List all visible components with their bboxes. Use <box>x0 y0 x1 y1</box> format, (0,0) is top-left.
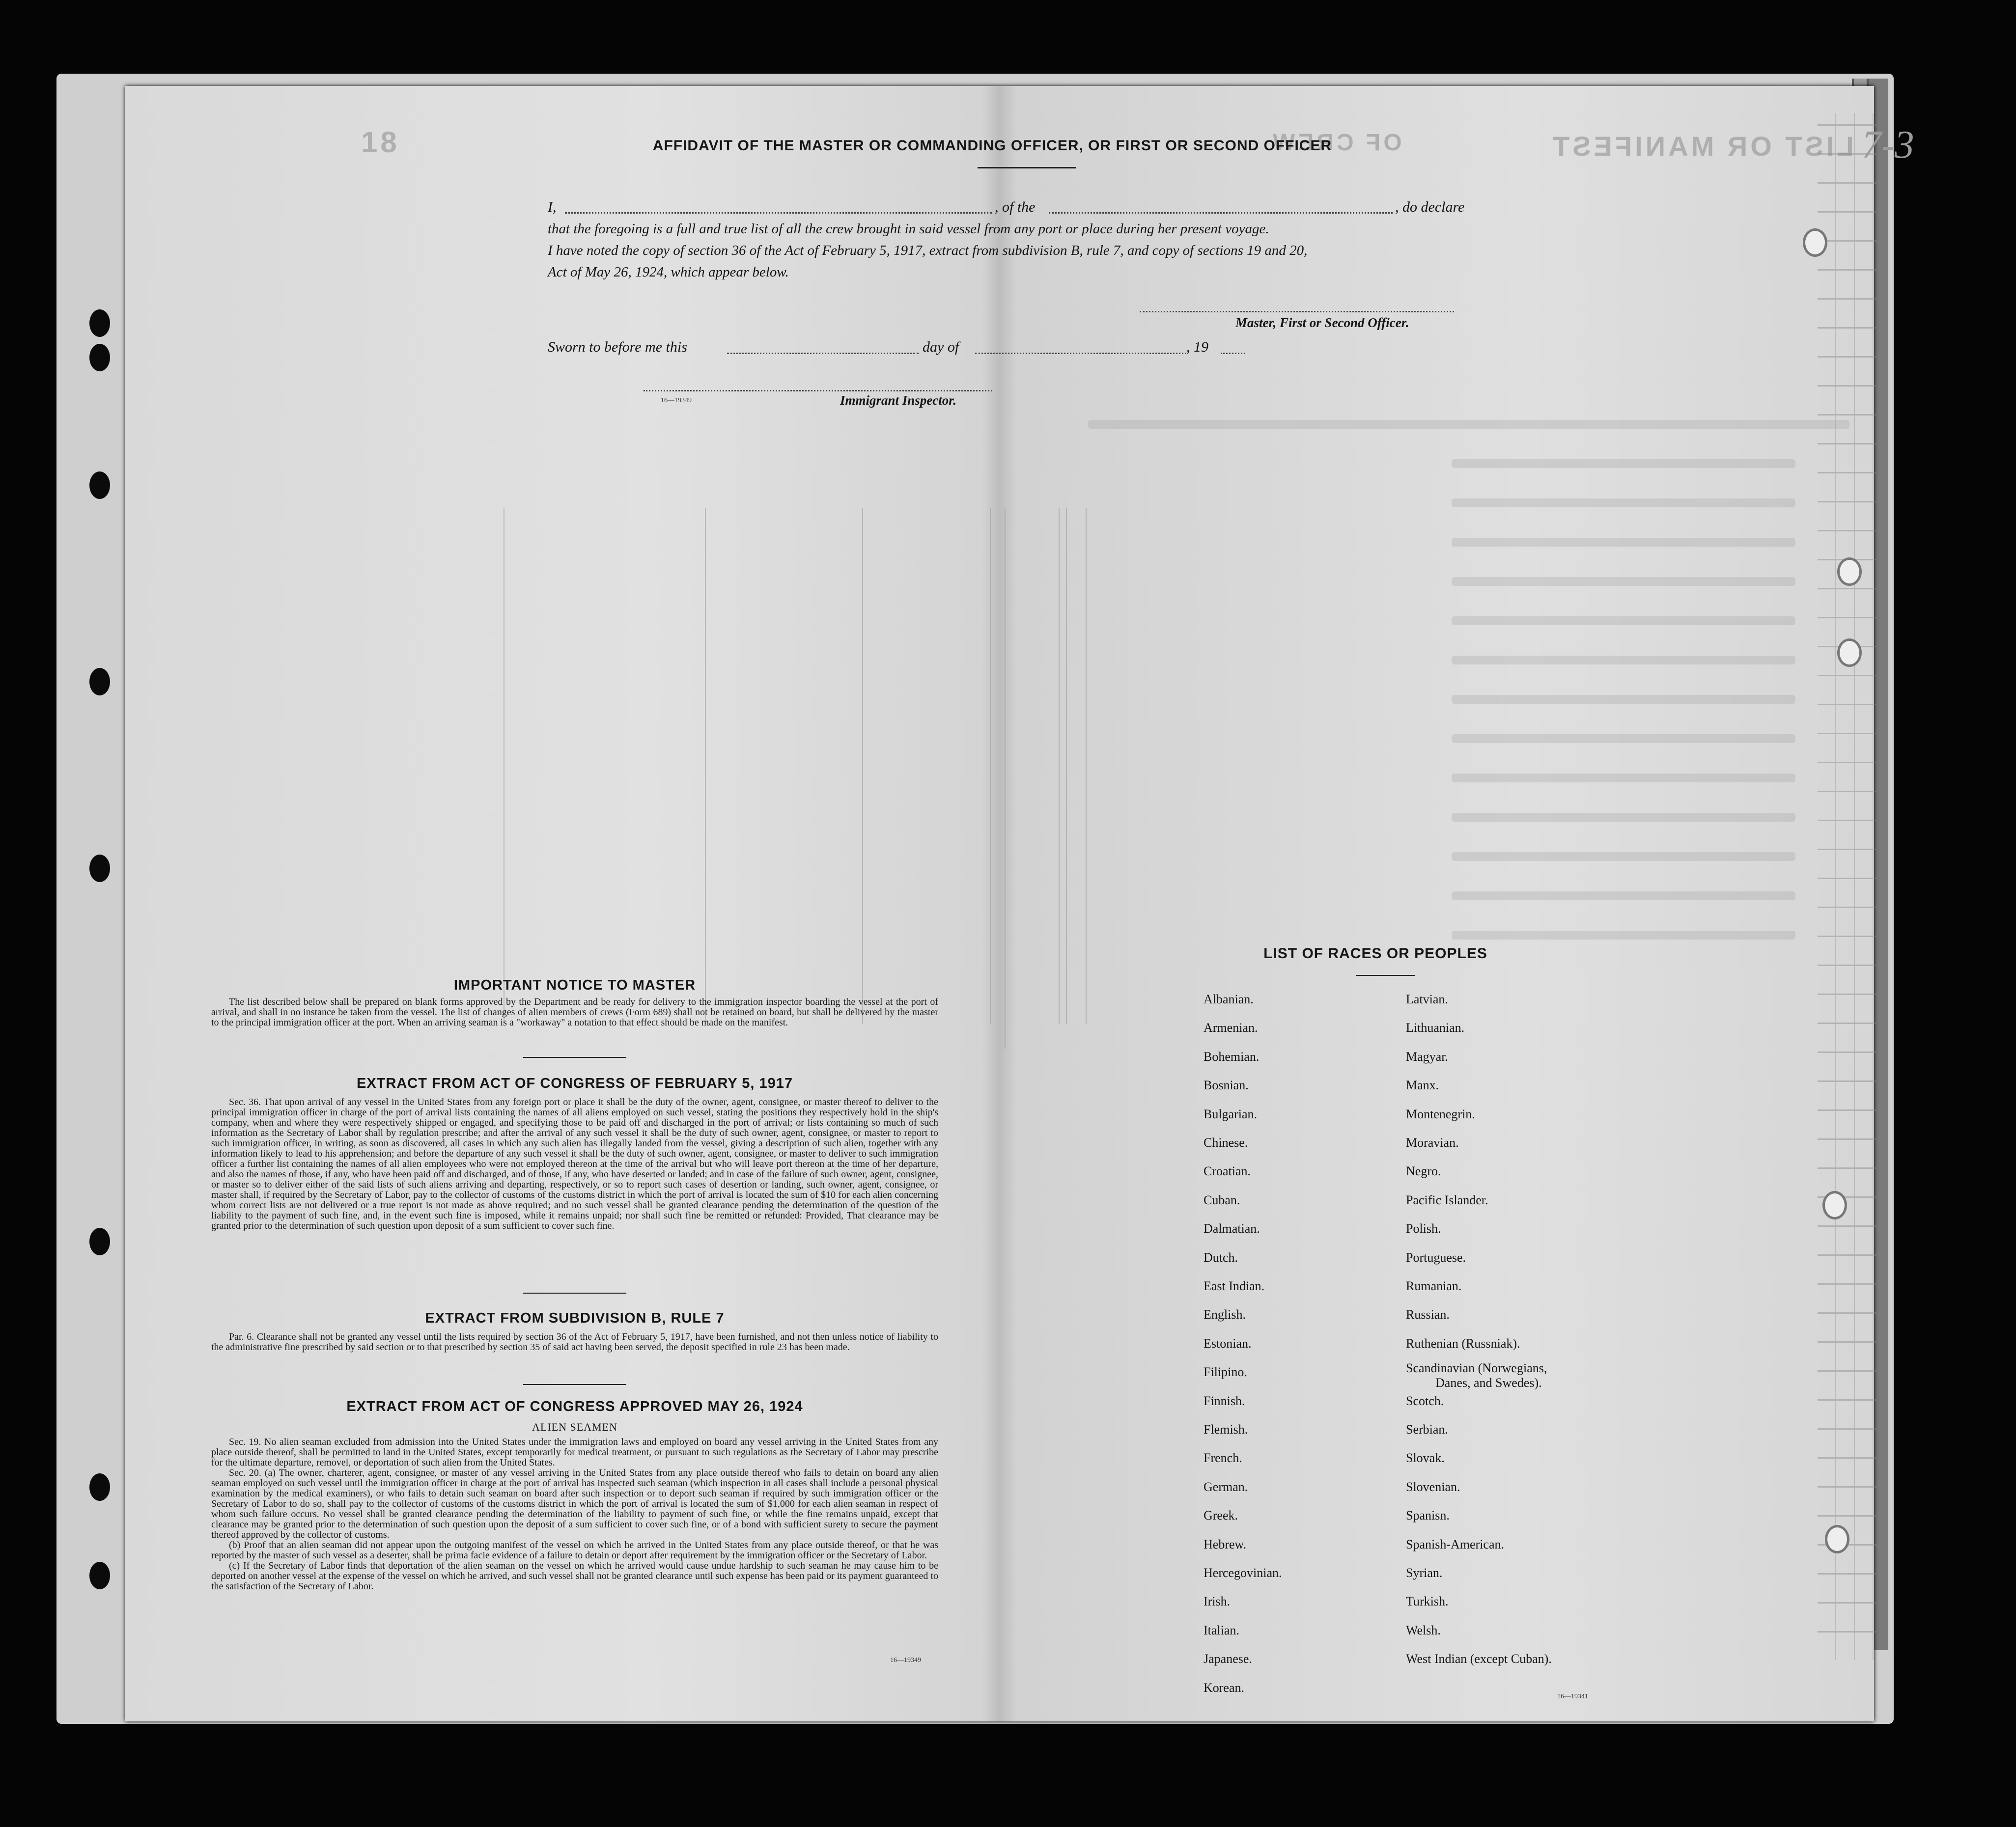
race-item: Cuban. <box>1204 1192 1240 1207</box>
race-item: Chinese. <box>1204 1135 1248 1150</box>
bleed-through-row <box>1452 734 1795 743</box>
race-item: Bulgarian. <box>1204 1107 1258 1121</box>
bleed-through-text: LIST OR MANIFEST <box>1550 131 1854 162</box>
race-item: German. <box>1204 1479 1248 1494</box>
bleed-through-rule <box>705 508 706 1024</box>
form-number: 16—19349 <box>890 1657 921 1664</box>
affidavit-line1-prefix: I, <box>548 199 557 215</box>
bleed-through-rule <box>1005 508 1006 1049</box>
inspector-caption: Immigrant Inspector. <box>840 393 957 408</box>
sec20b-paragraph: (b) Proof that an alien seaman did not appear upon the outgoing manifest of the vessel on which he arrived in the United States from any place outside thereof, or that he was reported by the master of such vessel as a deserter, shall be prima facie evidence of a failure to detain or deport after requirement by the immigration officer or the Secretary of Labor. <box>211 1540 938 1561</box>
binding-hole <box>89 855 110 882</box>
inspector-signature-field[interactable] <box>644 390 992 391</box>
binding-hole <box>89 668 110 695</box>
race-item: Finnish. <box>1204 1393 1245 1408</box>
bleed-through-rule <box>990 508 991 1024</box>
bleed-through-text: 18 <box>361 126 400 159</box>
race-item: Slovenian. <box>1406 1479 1460 1494</box>
binder-ring <box>1837 638 1862 667</box>
race-item: English. <box>1204 1307 1246 1322</box>
race-item: Flemish. <box>1204 1422 1248 1437</box>
binder-ring <box>1837 557 1862 586</box>
master-caption: Master, First or Second Officer. <box>1235 315 1409 330</box>
bleed-through-row <box>1452 538 1795 547</box>
race-item: West Indian (except Cuban). <box>1406 1652 1552 1666</box>
race-item: Serbian. <box>1406 1422 1448 1437</box>
race-item: Spanish-American. <box>1406 1537 1505 1551</box>
binding-hole <box>89 344 110 371</box>
binding-hole <box>89 471 110 499</box>
notice-text <box>211 997 938 1028</box>
race-item: Lithuanian. <box>1406 1021 1465 1035</box>
affidavit-line1-mid: , of the <box>995 199 1036 215</box>
rule7-text <box>211 1332 938 1353</box>
race-item: Negro. <box>1406 1164 1441 1179</box>
sworn-prefix: Sworn to before me this <box>548 339 687 355</box>
bleed-through-row <box>1452 931 1795 940</box>
affidavit-line4: Act of May 26, 1924, which appear below. <box>548 264 789 280</box>
race-item: Pacific Islander. <box>1406 1192 1488 1207</box>
binding-hole <box>89 309 110 337</box>
affidavit-line1-end: , do declare <box>1395 199 1465 215</box>
race-item: Dalmatian. <box>1204 1221 1260 1236</box>
bleed-through-rule <box>1086 508 1087 1024</box>
race-item: Syrian. <box>1406 1566 1443 1580</box>
races-title: LIST OF RACES OR PEOPLES <box>1263 945 1487 962</box>
bleed-through-row <box>1452 656 1795 664</box>
affidavit-line2: that the foregoing is a full and true list of all the crew brought in said vessel from any port or place during her present voyage. <box>548 221 1269 237</box>
race-item: Greek. <box>1204 1508 1238 1523</box>
race-item: Japanese. <box>1204 1652 1252 1666</box>
race-item: Polish. <box>1406 1221 1441 1236</box>
race-item: Spanisn. <box>1406 1508 1450 1523</box>
race-item: Italian. <box>1204 1623 1239 1637</box>
notice-title: IMPORTANT NOTICE TO MASTER <box>453 977 696 993</box>
extract-1924-text <box>211 1437 938 1592</box>
extract-1917-text <box>211 1097 938 1231</box>
bleed-through-rule <box>862 508 863 1024</box>
race-item: Hebrew. <box>1204 1537 1247 1551</box>
bleed-through-rule <box>1059 508 1060 1024</box>
ledger-grid-strip <box>1818 113 1876 1660</box>
bleed-through-rule <box>1066 508 1067 1024</box>
race-item: Estonian. <box>1204 1336 1252 1351</box>
sworn-year-field[interactable] <box>1221 353 1245 354</box>
affidavit-line3: I have noted the copy of section 36 of the Act of February 5, 1917, extract from subdivision B, rule 7, and copy of sections 19 and 20, <box>548 243 1308 258</box>
race-item: Bosnian. <box>1204 1078 1249 1093</box>
bleed-through-row <box>1452 813 1795 822</box>
margin-note: 7-3 <box>1862 123 1914 166</box>
race-item: Slovak. <box>1406 1451 1445 1466</box>
race-item: Rumanian. <box>1406 1279 1462 1293</box>
extract-1917-paragraph: Sec. 36. That upon arrival of any vessel in the United States from any foreign port or place it shall be the duty of the owner, agent, consignee, or master thereof to deliver to the principal immigration officer in charge of the port of arrival lists containing the names of all aliens employed on such vessel, stating the positions they respectively hold in the ship's company, when and where they were respectively shipped or engaged, and specifying those to be paid off and discharged in the port of arrival; or lists containing so much of such information as the Secretary of Labor shall by regulation prescribe; and after the arrival of any such vessel it shall be the duty of such owner, agent, consignee, or master to report to such immigration officer, in writing, as soon as discovered, all cases in which any such alien has illegally landed from the vessel, giving a description of such alien, together with any information likely to lead to his apprehension; and before the departure of any such vessel it shall be the duty of such owner, agent, consignee, or master to deliver to such immigration officer a further list containing the names of all alien employees who were not employed thereon at the time of the arrival but who will leave port thereon at the time of her departure, and also the names of those, if any, who have been paid off and discharged, and of those, if any, who have deserted or landed; and in case of the failure of such owner, agent, consignee, or master so to deliver either of the said lists of such aliens arriving and departing, respectively, or so to report such cases of desertion or landing, such owner, agent, consignee, or master shall, if required by the Secretary of Labor, pay to the collector of customs of the customs district in which the port of arrival is located the sum of $10 for each alien concerning whom correct lists are not delivered or a true report is not made as above required; and no such vessel shall be granted clearance pending the determination of the question of the liability to the payment of such fine, and, in the event such fine is imposed, while it remains unpaid; nor shall such fine be remitted or refunded: Provided, That clearance may be granted prior to the determination of such question upon deposit of a sum sufficient to cover such fine. <box>211 1097 938 1231</box>
extract-1924-title: EXTRACT FROM ACT OF CONGRESS APPROVED MAY 26, 1924 <box>346 1399 803 1414</box>
race-item: Croatian. <box>1204 1164 1251 1179</box>
race-item: French. <box>1204 1451 1242 1466</box>
bleed-through-row <box>1452 852 1795 861</box>
race-item: Irish. <box>1204 1594 1231 1609</box>
bleed-through-row <box>1452 577 1795 586</box>
extract-1917-title: EXTRACT FROM ACT OF CONGRESS OF FEBRUARY 5, 1917 <box>356 1076 793 1091</box>
title-underline <box>978 167 1076 168</box>
race-item: Magyar. <box>1406 1049 1448 1064</box>
affidavit-title: AFFIDAVIT OF THE MASTER OR COMMANDING OFFICER, OR FIRST OR SECOND OFFICER <box>652 138 1332 154</box>
bleed-through-text: OF CREW <box>1270 130 1402 156</box>
master-signature-field[interactable] <box>1140 311 1454 312</box>
race-item: Montenegrin. <box>1406 1107 1475 1121</box>
alien-seamen-subtitle: ALIEN SEAMEN <box>532 1421 617 1433</box>
sworn-day-label: day of <box>923 339 959 355</box>
race-item: Albanian. <box>1204 992 1254 1006</box>
sworn-day-field[interactable] <box>727 353 919 354</box>
sworn-year-label: , 19 <box>1186 339 1208 355</box>
section-divider <box>523 1057 626 1058</box>
race-item: Scandinavian (Norwegians, <box>1406 1361 1547 1376</box>
race-item: Bohemian. <box>1204 1049 1260 1064</box>
race-item: Latvian. <box>1406 992 1448 1006</box>
race-item: Moravian. <box>1406 1135 1459 1150</box>
rule7-paragraph: Par. 6. Clearance shall not be granted any vessel until the lists required by section 36 of the Act of February 5, 1917, have been furnished, and not then unless notice of liability to the administrative fine prescribed by said section or to that prescribed by section 35 of said act having been served, the deposit specified in rule 23 has been made. <box>211 1331 938 1353</box>
binder-ring <box>1803 228 1827 257</box>
race-item: Manx. <box>1406 1078 1439 1093</box>
race-item: Ruthenian (Russniak). <box>1406 1336 1520 1351</box>
notice-paragraph: The list described below shall be prepared on blank forms approved by the Department and be ready for delivery to the immigration inspector boarding the vessel at the port of arrival, and shall in no instance be taken from the vessel. The list of changes of alien members of crews (Form 689) shall not be retained on board, but shall be delivered by the master to the principal immigration officer at the port. When an arriving seaman is a "workaway" a notation to that effect should be made on the manifest. <box>211 997 938 1028</box>
race-item: Welsh. <box>1406 1623 1441 1637</box>
race-item: Portuguese. <box>1406 1250 1466 1265</box>
bleed-through-row <box>1452 459 1795 468</box>
bleed-through-row <box>1452 616 1795 625</box>
form-number: 16—19349 <box>661 397 692 404</box>
binder-ring <box>1825 1525 1849 1553</box>
race-item: East Indian. <box>1204 1279 1265 1293</box>
bleed-through-row <box>1452 695 1795 704</box>
race-item: Danes, and Swedes). <box>1435 1376 1542 1390</box>
binding-hole <box>89 1562 110 1589</box>
bleed-through-row <box>1452 498 1795 507</box>
bleed-through-row <box>1088 420 1849 429</box>
form-number: 16—19341 <box>1557 1693 1588 1700</box>
sec19-paragraph: Sec. 19. No alien seaman excluded from admission into the United States under the immigration laws and employed on board any vessel arriving in the United States from any place outside thereof, shall be permitted to land in the United States, except temporarily for medical treatment, or pursuant to such regulations as the Secretary of Labor may prescribe for the ultimate departure, removel, or deportation of such alien from the United States. <box>211 1437 938 1468</box>
race-item: Korean. <box>1204 1680 1245 1695</box>
sec20a-paragraph: Sec. 20. (a) The owner, charterer, agent, consignee, or master of any vessel arriving in the United States from any place outside thereof who fails to detain on board any alien seaman employed on such vessel until the immigration officer in charge at the port of arrival has inspected such seaman (which inspection in all cases shall include a personal physical examination by the medical examiners), or who fails to detain such seaman on board after such inspection or to deport such seaman if required by such immigration officer or the Secretary of Labor to do so, shall pay to the collector of customs of the customs district in which the port of arrival is located the sum of $1,000 for each alien seaman in respect of whom such failure occurs. No vessel shall be granted clearance pending the determination of the liability to payment of such fine, or while the fine remains unpaid, except that clearance may be granted prior to the determination of such question upon the deposit of a sum sufficient to cover such fine, or of a bond with sufficient surety to secure the payment thereof approved by the collector of customs. <box>211 1467 938 1540</box>
rule7-title: EXTRACT FROM SUBDIVISION B, RULE 7 <box>425 1310 725 1326</box>
race-item: Armenian. <box>1204 1021 1258 1035</box>
name-field[interactable] <box>565 212 992 214</box>
race-item: Turkish. <box>1406 1594 1449 1609</box>
race-item: Dutch. <box>1204 1250 1238 1265</box>
race-item: Hercegovinian. <box>1204 1566 1282 1580</box>
section-divider <box>523 1293 626 1294</box>
race-item: Russian. <box>1406 1307 1450 1322</box>
sworn-month-field[interactable] <box>975 353 1186 354</box>
binder-ring <box>1822 1191 1847 1219</box>
binding-hole <box>89 1473 110 1501</box>
binding-hole <box>89 1228 110 1255</box>
sec20c-paragraph: (c) If the Secretary of Labor finds that deportation of the alien seaman on the vessel on which he arrived would cause undue hardship to such seaman he may cause him to be deported on another vessel at the expense of the vessel on which he arrived, and such vessel shall not be granted clearance until such expense has been paid or its payment guaranteed to the satisfaction of the Secretary of Labor. <box>211 1560 938 1592</box>
section-divider <box>523 1384 626 1385</box>
bleed-through-row <box>1452 891 1795 900</box>
title-underline <box>1356 975 1415 976</box>
vessel-field[interactable] <box>1049 212 1393 214</box>
race-item: Scotch. <box>1406 1393 1444 1408</box>
race-item: Filipino. <box>1204 1365 1247 1380</box>
bleed-through-row <box>1452 774 1795 782</box>
